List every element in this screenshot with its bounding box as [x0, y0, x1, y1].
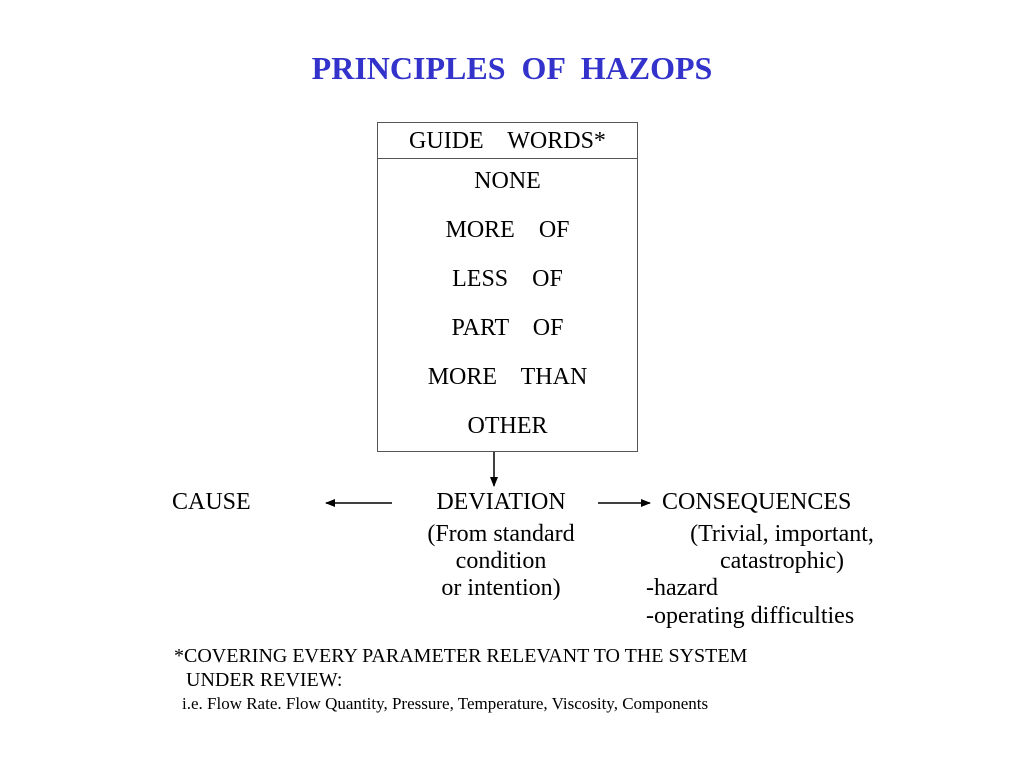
guide-word-item: LESS OF: [452, 266, 563, 292]
guide-words-header: GUIDE WORDS*: [378, 123, 637, 159]
consequence-item: -operating difficulties: [646, 603, 855, 629]
page-title: PRINCIPLES OF HAZOPS: [311, 50, 713, 86]
consequences-note-line: catastrophic): [720, 548, 844, 574]
consequence-item: -hazard: [646, 575, 718, 601]
guide-word-item: PART OF: [451, 315, 564, 341]
deviation-note-line: or intention): [441, 575, 561, 601]
cause-label: CAUSE: [172, 489, 251, 515]
guide-word-item: MORE THAN: [427, 364, 588, 390]
deviation-label: DEVIATION: [436, 489, 566, 515]
deviation-note-line: condition: [455, 548, 547, 574]
footnote-line: *COVERING EVERY PARAMETER RELEVANT TO THE SYSTEM: [174, 645, 748, 667]
footnote-line: UNDER REVIEW:: [186, 669, 343, 691]
guide-word-item: NONE: [474, 168, 541, 194]
consequences-label: CONSEQUENCES: [662, 489, 852, 515]
footnote-parameters: i.e. Flow Rate. Flow Quantity, Pressure, Temperature, Viscosity, Components: [182, 694, 709, 713]
consequences-note-line: (Trivial, important,: [690, 521, 874, 547]
guide-word-item: MORE OF: [445, 217, 570, 243]
guide-word-item: OTHER: [467, 413, 548, 439]
deviation-note-line: (From standard: [427, 521, 575, 547]
